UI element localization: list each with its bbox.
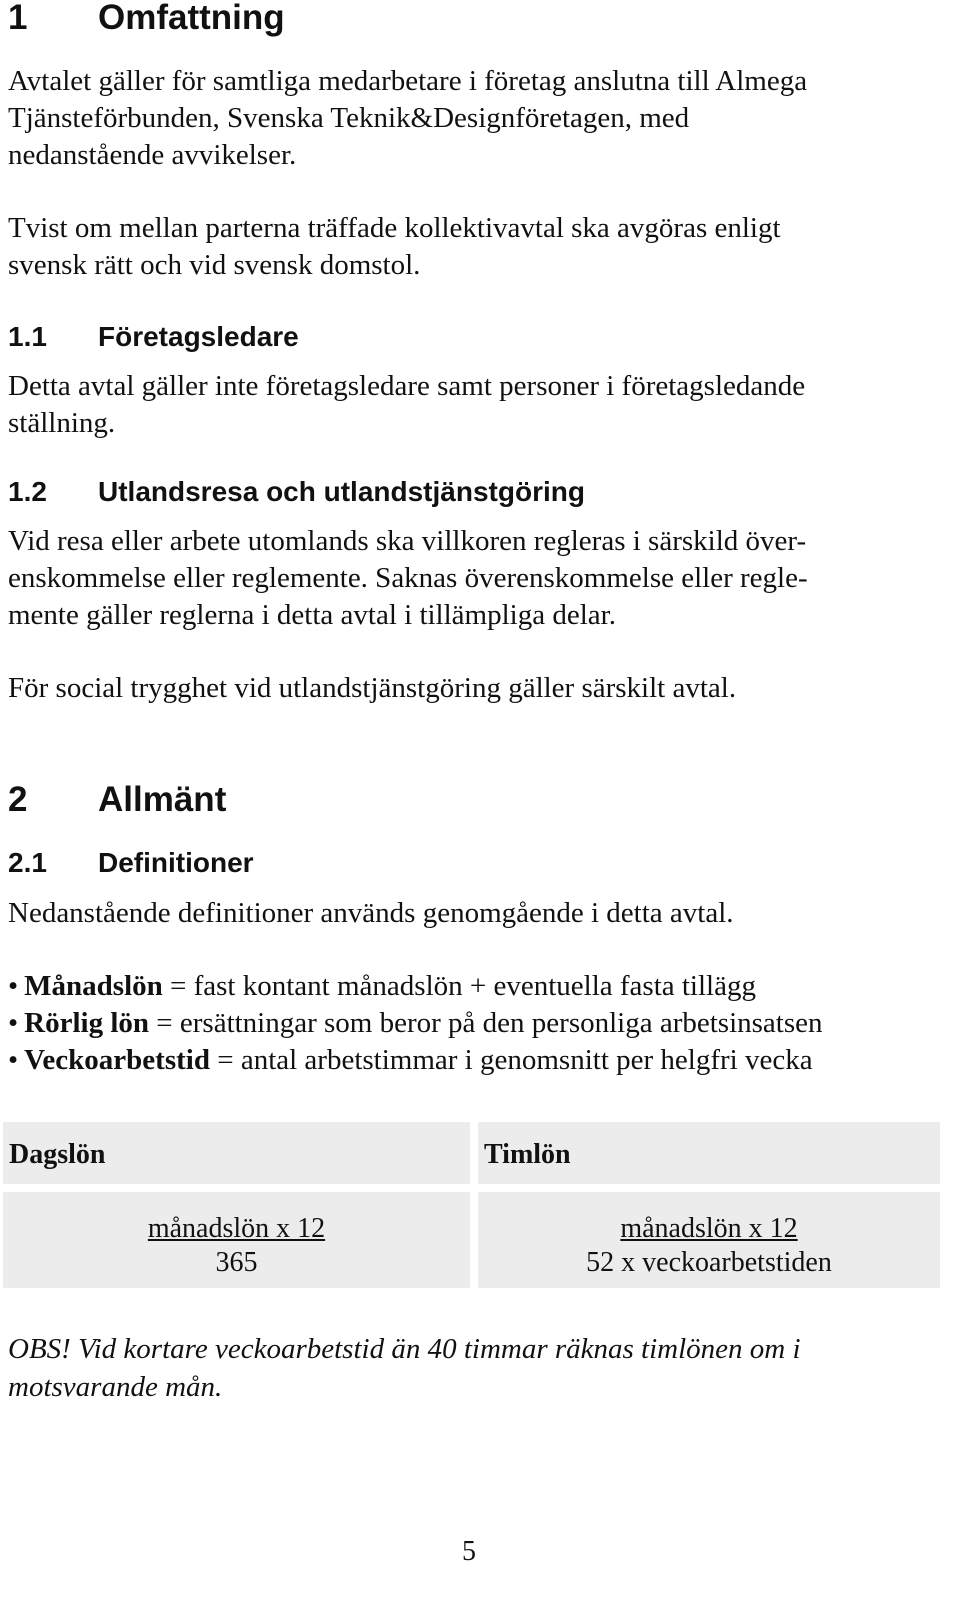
formula-numerator: månadslön x 12	[620, 1213, 798, 1244]
text-line: nedanstående avvikelser.	[8, 139, 297, 171]
definition-text: = fast kontant månadslön + eventuella fasta tillägg	[162, 970, 756, 1002]
obs-note	[8, 1330, 801, 1406]
dispute-paragraph	[8, 210, 948, 284]
text-line: Detta avtal gäller inte företagsledare samt personer i företagsledande	[8, 370, 806, 402]
definition-term: Månadslön	[24, 970, 163, 1002]
subsection-2-1-heading	[8, 848, 254, 878]
text-line: mente gäller reglerna i detta avtal i tillämpliga delar.	[8, 599, 616, 631]
formula-numerator: månadslön x 12	[147, 1213, 326, 1244]
definition-text: = ersättningar som beror på den personliga arbetsinsatsen	[149, 1007, 823, 1039]
subsection-title: Definitioner	[98, 847, 254, 878]
section-1-heading	[8, 0, 285, 36]
definition-term: Rörlig lön	[24, 1007, 150, 1039]
text-line: enskommelse eller reglemente. Saknas överenskommelse eller regle-	[8, 562, 808, 594]
section-title: Allmänt	[98, 780, 227, 819]
text-line: Vid resa eller arbete utomlands ska villkoren regleras i särskild över-	[8, 525, 807, 557]
page-number: 5	[462, 1536, 476, 1567]
abroad-paragraph	[8, 523, 948, 634]
formula-denominator: 52 x veckoarbetstiden	[586, 1247, 832, 1278]
bullet-icon: •	[8, 1044, 19, 1076]
text-line: Tjänsteförbunden, Svenska Teknik&Designföretagen, med	[8, 102, 690, 134]
definition-text: = antal arbetstimmar i genomsnitt per helgfri vecka	[209, 1044, 813, 1076]
table-header-hourly-wage: Timlön	[478, 1122, 940, 1184]
definitions-intro	[8, 895, 948, 932]
subsection-1-1-heading	[8, 322, 299, 352]
subsection-number: 1.2	[8, 476, 47, 507]
social-security-paragraph	[8, 670, 948, 707]
subsection-number: 1.1	[8, 321, 47, 352]
scope-paragraph	[8, 63, 948, 174]
subsection-1-2-heading	[8, 477, 585, 507]
hourly-wage-formula	[478, 1192, 940, 1288]
daily-wage-formula	[3, 1192, 470, 1288]
bullet-icon: •	[8, 970, 19, 1002]
text-line: ställning.	[8, 407, 116, 439]
list-item	[8, 968, 823, 1005]
list-item	[8, 1005, 823, 1042]
definition-term: Veckoarbetstid	[24, 1044, 210, 1076]
executives-paragraph	[8, 368, 948, 442]
text-line: För social trygghet vid utlandstjänstgöring gäller särskilt avtal.	[8, 672, 737, 704]
text-line: motsvarande mån.	[8, 1371, 223, 1403]
bullet-icon: •	[8, 1007, 19, 1039]
subsection-title: Företagsledare	[98, 321, 299, 352]
text-line: Avtalet gäller för samtliga medarbetare i företag anslutna till Almega	[8, 65, 808, 97]
text-line: svensk rätt och vid svensk domstol.	[8, 249, 421, 281]
section-number: 1	[8, 0, 28, 37]
subsection-title: Utlandsresa och utlandstjänstgöring	[98, 476, 585, 507]
text-line: Tvist om mellan parterna träffade kollektivavtal ska avgöras enligt	[8, 212, 781, 244]
section-number: 2	[8, 780, 28, 819]
text-line: OBS! Vid kortare veckoarbetstid än 40 timmar räknas timlönen om i	[8, 1333, 801, 1365]
subsection-number: 2.1	[8, 847, 47, 878]
table-header-daily-wage: Dagslön	[3, 1122, 470, 1184]
section-2-heading	[8, 782, 226, 818]
formula-denominator: 365	[215, 1247, 258, 1278]
definitions-list	[8, 968, 823, 1079]
text-line: Nedanstående definitioner används genomgående i detta avtal.	[8, 897, 734, 929]
list-item	[8, 1042, 823, 1079]
section-title: Omfattning	[98, 0, 285, 37]
